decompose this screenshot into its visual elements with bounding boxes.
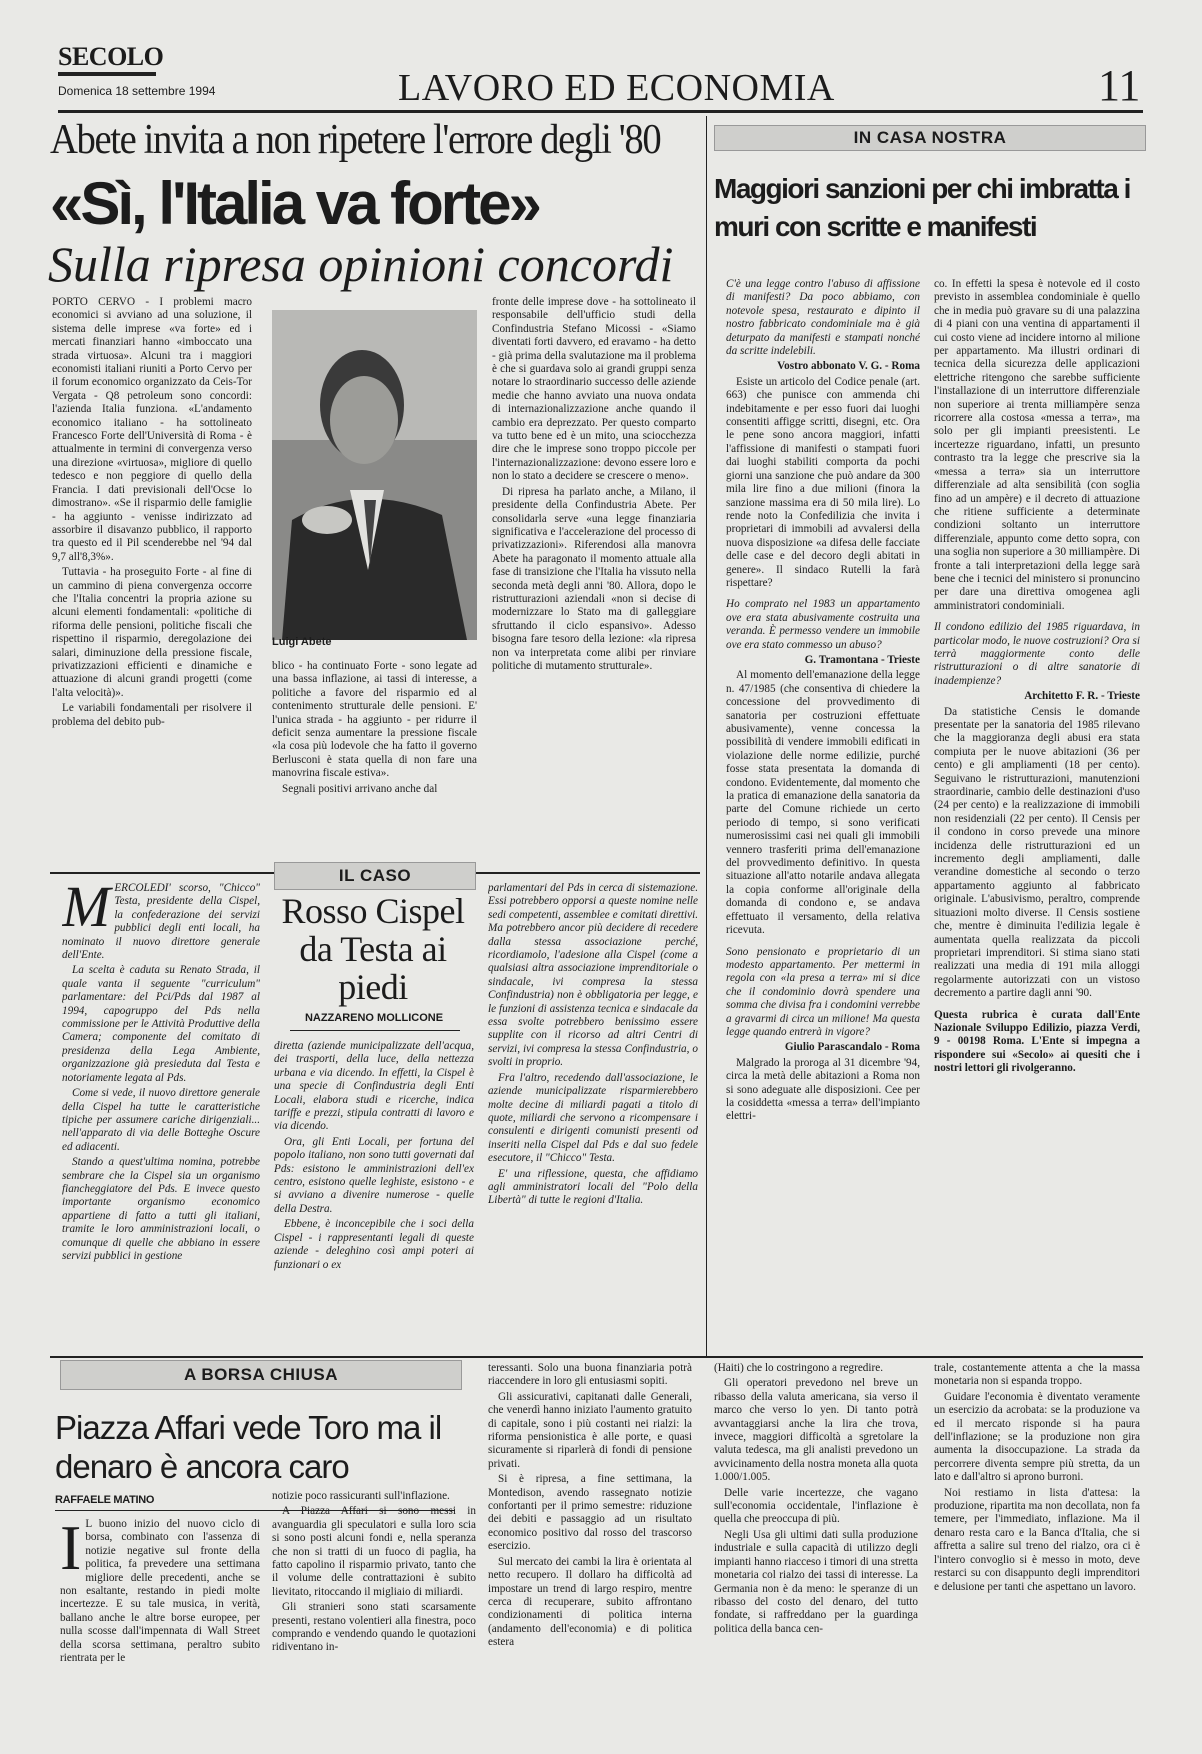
main-col-1 (52, 296, 252, 868)
reader-question: Sono pensionato e proprietario di un modesto appartamento. Per mettermi in regola con «la presa a terra» mi si dice che il condominio dovrà spendere una somma che divisa fra i condomini verrebbe a gravarmi di circa un milione! Ma questa legge quando entrerà in vigore? (726, 945, 920, 1038)
borsa-headline: Piazza Affari vede Toro ma il denaro è ancora caro (55, 1409, 442, 1485)
il-caso-col-1 (62, 882, 260, 1352)
dropcap-letter: I (60, 1518, 82, 1583)
il-caso-paragraph: Ebbene, è inconcepibile che i soci della Cispel - i rappresentanti legali di queste aziende - deleghino così ampi poteri ai funzionari o ex (274, 1218, 474, 1271)
reader-signature: Vostro abbonato V. G. - Roma (777, 360, 920, 373)
reader-signature: Architetto F. R. - Trieste (1024, 690, 1140, 703)
in-casa-nostra-headline: Maggiori sanzioni per chi imbratta i muri con scritte e manifesti (714, 173, 1130, 242)
borsa-paragraph: Gli operatori prevedono nel breve un ribasso della valuta americana, sia verso il marco che verso lo yen. Di tanto potrà avvantaggiarsi anche la lira che trova, invece, maggiori difficoltà a sgretolare la valuta tedesca, ma gli analisti prevedono un avvicinamento della nostra moneta alla quota 1.000/1.005. (714, 1377, 918, 1484)
il-caso-paragraph: Stando a quest'ultima nomina, potrebbe sembrare che la Cispel sia un organismo fiancheggiatore del Pds. E invece questo importante organismo economico appartiene di fatto a tutti gli italiani, tramite le loro amministrazioni locali, o comunque di quelle che abbiano in essere servizi pubblici in gestione (62, 1156, 260, 1262)
borsa-paragraph: A Piazza Affari si sono messi in avanguardia gli speculatori e sulla loro scia si sono posti alcuni fondi e, nella speranza che non si tratti di un fuoco di paglia, ha fatto capolino il risparmio privato, tanto che il volume delle contrattazioni è subito lievitato, ritoccando il migliaio di miliardi. (272, 1505, 476, 1598)
il-caso-col-3 (488, 882, 698, 1352)
answer-paragraph: Da statistiche Censis le domande presentate per la sanatoria del 1985 rilevano che la maggioranza degli abusi era stata compiuta per le nuove abitazioni (36 per cento) e gli ampliamenti (18 per cento). Seguivano le ristrutturazioni, manutenzioni straordinarie, cambio delle destinazioni d'uso (24 per cento) e la realizzazione di immobili non residenziali (22 per cento). Il Censis per il condono in corso prevede una minore incidenza delle ristrutturazioni ed un incremento degli ampliamenti, dalle verandine domestiche al secondo o terzo appartamento aggiunto al fabbricato originale. L'abusivismo, peraltro, comprende situazioni molto diverse. Il Censis sostiene che, mentre è diminuita l'edilizia legale è aumentata quella realizzata da piccoli proprietari imprenditori. Si stima siano stati realizzati una media di 191 mila alloggi regolarmente autorizzati con un vistoso decremento a partire dagli anni '90. (934, 705, 1140, 1000)
reader-question: Ho comprato nel 1983 un appartamento ove era stata abusivamente costruita una veranda. È permesso vendere un immobile ove era stato commesso un abuso? (726, 598, 920, 651)
il-caso-paragraph: La scelta è caduta su Renato Strada, il quale vanta il seguente "curriculum" parlamentare: del Pci/Pds dal 1987 al 1994, capogruppo del Pds nella commissione per le Attività Produttive della Camera; componente del comitato di presidenza della Lega Ambiente, organizzazione già presieduta dal Testa e notoriamente legata al Pds. (62, 964, 260, 1084)
main-paragraph: Tuttavia - ha proseguito Forte - al fine di un cammino di piena convergenza occorre che l'Italia concentri la propria azione su alcuni elementi fondamentali: «politiche di riforma delle pensioni, politiche fiscali che rispettino il risparmio, deregolazione dei salari, diminuzione della pressione fiscale, privatizzazioni efficienti e dinamiche e attuazione di alcuni grandi progetti (come l'alta velocità)». (52, 566, 252, 699)
borsa-paragraph: trale, costantemente attenta a che la massa monetaria non si espanda troppo. (934, 1362, 1140, 1388)
borsa-paragraph: Delle varie incertezze, che vagano sull'economia occidentale, l'inflazione è quella che preoccupa di più. (714, 1486, 918, 1526)
il-caso-paragraph: Come si vede, il nuovo direttore generale della Cispel ha tutte le caratteristiche tipiche per assumere cariche dirigenziali... nell'apparato di via delle Botteghe Oscure ed adiacenti. (62, 1087, 260, 1153)
column-divider (706, 116, 707, 1356)
borsa-col-4 (714, 1362, 918, 1728)
issue-date: Domenica 18 settembre 1994 (58, 84, 216, 98)
borsa-paragraph: notizie poco rassicuranti sull'inflazione. (272, 1490, 450, 1502)
paper-name-underline (58, 72, 156, 76)
main-col-2 (272, 660, 477, 868)
reader-signature: Giulio Parascandalo - Roma (784, 1041, 920, 1054)
il-caso-byline: NAZZARENO MOLLICONE (304, 1012, 444, 1024)
answer-paragraph: Malgrado la proroga al 31 dicembre '94, circa la metà delle abitazioni a Roma non si sono adeguate alle disposizioni. Cee per la cosiddetta «messa a terra» dell'impianto elettri- (726, 1056, 920, 1123)
portrait-image (272, 310, 477, 640)
main-headline: «Sì, l'Italia va forte» (50, 170, 539, 237)
byline-rule (290, 1030, 460, 1031)
paper-name: SECOLO (58, 42, 164, 71)
il-caso-headline: Rosso Cispel da Testa ai piedi (281, 891, 465, 1007)
main-subhead: Sulla ripresa opinioni concordi (48, 236, 674, 292)
borsa-paragraph: (Haiti) che lo costringono a regredire. (714, 1362, 883, 1374)
il-caso-label: IL CASO (274, 862, 476, 890)
photo-caption: Luigi Abete (272, 636, 332, 648)
borsa-paragraph: L buono inizio del nuovo ciclo di borsa, combinato con l'assenza di notizie negative sul fronte della politica, fa prevedere una settimana migliore delle precedenti, anche se non esaltante, restando in piedi molte incertezze. E su tale musica, in verità, ballano anche le altre borse europee, per nulla scosse dall'impennata di Wall Street della scorsa settimana, peraltro subito rientrata per le (60, 1518, 260, 1665)
masthead (58, 40, 1148, 110)
borsa-paragraph: Negli Usa gli ultimi dati sulla produzione industriale e sulla capacità di utilizzo degli impianti hanno riacceso i timori di una stretta monetaria col rialzo dei tassi di interesse. La Germania non è da meno: le speranze di un ribasso del costo del denaro, del tutto fondate, si raffreddano per la guardinga politica della banca cen- (714, 1528, 918, 1635)
il-caso-paragraph: ERCOLEDI' scorso, "Chicco" Testa, presidente della Cispel, la confederazione dei servizi pubblici degli enti locali, ha nominato il nuovo direttore generale dell'Ente. (62, 882, 260, 962)
main-paragraph: Le variabili fondamentali per risolvere il problema del debito pub- (52, 702, 252, 728)
main-paragraph: fronte delle imprese dove - ha sottolineato il responsabile dell'ufficio studi della Confindustria Stefano Micossi - «Siamo diventati forti davvero, ed eravamo - ha detto - già prima della svalutazione ma il problema è che si guardava solo ai grandi gruppi senza notare lo straordinario successo delle aziende medie che hanno avviato una nuova ondata di internazionalizzazione anche quando il cambio era deprezzato. Per questo comparto va tutto bene ed è un mito, una sciocchezza dire che le imprese sono troppo piccole per l'internazionalizzazione: devono essere loro e non lo stato a decidere se crescere o meno». (492, 296, 696, 483)
borsa-col-5 (934, 1362, 1140, 1728)
dropcap-letter: M (62, 882, 111, 939)
main-paragraph: Segnali positivi arrivano anche dal (282, 782, 438, 795)
borsa-paragraph: Guidare l'economia è diventato veramente un esercizio da acrobata: se la produzione va ed il mercato risponde si ha paura dell'inflazione; se la produzione non gira aumenta la disoccupazione. La strada da percorrere diventa sempre più stretta, da un lato e dall'altro si aprono burroni. (934, 1390, 1140, 1484)
borsa-col-2 (272, 1490, 476, 1728)
borsa-label: A BORSA CHIUSA (60, 1360, 462, 1390)
il-caso-paragraph: parlamentari del Pds in cerca di sistemazione. Essi potrebbero opporsi a queste nomine nelle sedi competenti, assemblee e comitati direttivi. Ma potrebbero ancor più decidere di recedere dalla stessa associazione perché, ricordiamolo, l'adesione alla Cispel (come a qualsiasi altra associazione imprenditoriale o sindacale, ivi compresa la stessa Confindustria) non è obbligatoria per legge, e le funzioni di assistenza tecnica e sindacale da essa svolte potrebbero benissimo essere supplite con il ricorso ad altri Centri di servizi, ivi compresa la stessa Confindustria, o svolti in proprio. (488, 882, 698, 1069)
masthead-rule (58, 110, 1143, 113)
in-casa-nostra-label: IN CASA NOSTRA (714, 125, 1146, 151)
main-paragraph: Di ripresa ha parlato anche, a Milano, il presidente della Confindustria Abete. Per consolidarla serve «una legge finanziaria significativa e l'accelerazione del processo di privatizzazioni». Riferendosi alla manovra Abete ha paragonato il momento attuale alla fase di transizione che l'Italia ha vissuto nella seconda metà degli anni '80. Allora, dopo le ristrutturazioni aziendali «non si decise di modernizzare lo Stato ma di galleggiare sfruttando il ciclo espansivo». Adesso bisogna fare tesoro della lezione: «la ripresa non va interpretata come alibi per rinviare politiche di mutamento strutturale». (492, 485, 696, 672)
answer-paragraph: Esiste un articolo del Codice penale (art. 663) che punisce con ammenda chi indebitamente e per esso fuori dai luoghi consentiti affigge scritti, disegni, etc. Ora le pene sono ancora maggiori, infatti l'affissione di manifesti o stampati fuori dai luoghi stabiliti comporta da pochi giorni una sanzione che può andare da 300 mila lire fino a due milioni (finora la sanzione massima era di 50 mila lire). Lo rende noto la Confedilizia che invita i proprietari di immobili ad avvalersi della nuova disposizione «a difesa delle facciate delle case e del decoro degli abitati in genere». Il sindaco Rutelli la farà rispettare? (726, 375, 920, 589)
main-kicker: Abete invita a non ripetere l'errore degli '80 (50, 117, 661, 163)
main-paragraph: PORTO CERVO - I problemi macro economici si avviano ad una soluzione, il sistema delle imprese «va forte» ed i mercati finanziari hanno «imboccato una strada virtuosa». Alcuni tra i maggiori economisti italiani riuniti a Porto Cervo per il forum economico organizzato da Ceis-Tor Vergata - Q8 petroleum sono concordi: l'azienda Italia funziona. «L'andamento economico italiano - ha sottolineato Francesco Forte dell'Università di Roma - è attualmente in termini di convergenza verso una direzione «virtuosa», migliore di quello tedesco e non peggiore di quello della Francia. I dati previsionali dell'Ocse lo dimostrano». «Se il risparmio delle famiglie - ha aggiunto - venisse indirizzato ad assorbire il disavanzo pubblico, il rapporto tra questo ed il Pil scenderebbe nel '94 dal 9,7 all'8,3%». (52, 296, 252, 563)
borsa-paragraph: Sul mercato dei cambi la lira è orientata al netto recupero. Il dollaro ha difficoltà ad impostare un trend di largo respiro, mentre cerca di recuperare, subito affrontano condizionamenti di politica interna (andamento dell'economia) e di politica estera (488, 1555, 692, 1649)
reader-question: Il condono edilizio del 1985 riguardava, in particolar modo, le nuove costruzioni? Ora si terrà maggiormente conto delle ristrutturazioni o di altre sanatorie di inadempienze? (934, 621, 1140, 687)
il-caso-col-2 (274, 1040, 474, 1352)
answer-paragraph: co. In effetti la spesa è notevole ed il costo previsto in assemblea condominiale è quello che in media può gravare su di una palazzina di 4 piani con una ventina di appartamenti il cui costo viene ad incidere intorno al milione per appartamento. Ma illustri ordinari di tecnica della sicurezza delle applicazioni elettriche ritengono che sarebbe sufficiente l'installazione di un interruttore differenziale non superiore ai trenta milliampère senza ricorrere alla costosa «messa a terra», ma solo per gli impianti preesistenti. Le incertezze riguardano, infatti, un presunto contrasto tra la legge che prescrive sia la «messa a terra» sia un interruttore differenziale ad alta sensibilità (con soglia fino ad un ampère) e il decreto di attuazione che ritiene sufficiente a determinate condizioni soltanto un interruttore differenziale, appunto come detto sopra, con una soglia non superiore a 30 milliampère. Di fronte a tali interpretazioni della legge sarà bene che i tecnici del ministero si pronuncino per dare una direttiva omogenea agli amministratori condominiali. (934, 278, 1140, 612)
borsa-col-3 (488, 1362, 692, 1728)
answer-paragraph: Al momento dell'emanazione della legge n. 47/1985 (che consentiva di chiedere la concessione del provvedimento di sanatoria per costruzioni effettuate abusivamente), venne concessa la possibilità di vendere immobili edificati in violazione delle norme edilizie, purché fosse stata presentata la domanda di condono. Evidentemente, dal momento che la pratica di emanazione della sanatoria da parte del Comune richiede un certo periodo di tempo, si sono verificati numerosissimi casi nei quali gli immobili vennero trasferiti prima dell'emanazione del provvedimento definitivo. In questa situazione all'atto notarile andava allegata la copia conforme all'originale della domanda di condono e, se andava effettuato il versamento, della relativa ricevuta. (726, 669, 920, 937)
borsa-paragraph: Gli assicurativi, capitanati dalle Generali, che venerdì hanno iniziato l'aumento gratuito di capitale, sono i più costanti nei rialzi: la riforma pensionistica è alle porte, e quasi sicuramente si riparlerà di fondi di pensione privati. (488, 1390, 692, 1470)
il-caso-paragraph: E' una riflessione, questa, che affidiamo agli amministratori locali del "Polo della Libertà" di tutte le regioni d'Italia. (488, 1167, 698, 1207)
reader-question: C'è una legge contro l'abuso di affissione di manifesti? Da poco abbiamo, con notevole spesa, restaurato e dipinto il nostro fabbricato condominiale ma è già deturpato da manifesti e stampati nonché da scritte indelebili. (726, 278, 920, 358)
borsa-paragraph: Si è ripresa, a fine settimana, la Montedison, avendo rassegnato notizie confortanti per il primo semestre: riduzione dei debiti e passaggio ad un risultato economico positivo dal rosso del trascorso esercizio. (488, 1473, 692, 1553)
borsa-col-1 (60, 1518, 260, 1728)
main-col-3 (492, 296, 696, 868)
icn-col-2 (934, 278, 1140, 1353)
borsa-paragraph: teressanti. Solo una buona finanziaria potrà riaccendere in loro gli entusiasmi sopiti. (488, 1362, 692, 1388)
section-title: LAVORO ED ECONOMIA (398, 67, 835, 109)
il-caso-paragraph: Fra l'altro, recedendo dall'associazione, le aziende municipalizzate risparmierebbero molte decine di miliardi pagati a titolo di quote, miliardi che servono a ricompensare i consulenti e dirigenti comunisti presenti od inseriti nella Cispel dal Pds e dal suo fedele esecutore, il "Chicco" Testa. (488, 1071, 698, 1165)
borsa-byline: RAFFAELE MATINO (55, 1494, 155, 1506)
page-number: 11 (1098, 61, 1141, 110)
borsa-paragraph: Gli stranieri sono stati scarsamente presenti, restano volentieri alla finestra, poco comprando e vendendo quando le quotazioni ridiventano in- (272, 1601, 476, 1654)
abete-photo (272, 310, 477, 640)
il-caso-paragraph: diretta (aziende municipalizzate dell'acqua, dei trasporti, della luce, della nettezza urbana e via dicendo. In effetti, la Cispel è una specie di Confindustria degli Enti Locali, elabora studi e ricerche, indica tariffe e prezzi, stipula contratti di lavoro e via dicendo. (274, 1040, 474, 1133)
il-caso-paragraph: Ora, gli Enti Locali, per fortuna del popolo italiano, non sono tutti governati dal Pds: esistono le amministrazioni dell'ex centro, esistono quelle leghiste, esistono - e si avviano a divenire numerose - quelle della Destra. (274, 1135, 474, 1215)
borsa-paragraph: Noi restiamo in lista d'attesa: la produzione, ripartita ma non decollata, non fa temere, per l'immediato, inflazione. Ma il denaro resta caro e la Banca d'Italia, che si affretta a salire sul treno del rialzo, ora ci è l'intero convoglio si è messo in moto, deve restarci su con disappunto degli imprenditori e delusione per tanti che aspettano un lavoro. (934, 1486, 1140, 1593)
icn-col-1 (726, 278, 920, 1353)
column-note: Questa rubrica è curata dall'Ente Nazionale Sviluppo Edilizio, piazza Verdi, 9 - 00198 Roma. L'Ente si impegna a rispondere sui «Secolo» ai quesiti che i nostri lettori gli rivolgeranno. (934, 1008, 1140, 1075)
reader-signature: G. Tramontana - Trieste (804, 653, 920, 666)
bottom-section-rule (50, 1356, 1143, 1358)
main-paragraph: blico - ha continuato Forte - sono legate ad una bassa inflazione, ai tassi di interesse, a politiche a favore del risparmio ed al contenimento strutturale delle pensioni. E' l'unica strada - ha aggiunto - per ridurre il deficit senza aumentare la pressione fiscale «la cosa più lodevole che ha fatto il governo Berlusconi è stata quella di non fare una manovrina fiscale estiva». (272, 660, 477, 780)
